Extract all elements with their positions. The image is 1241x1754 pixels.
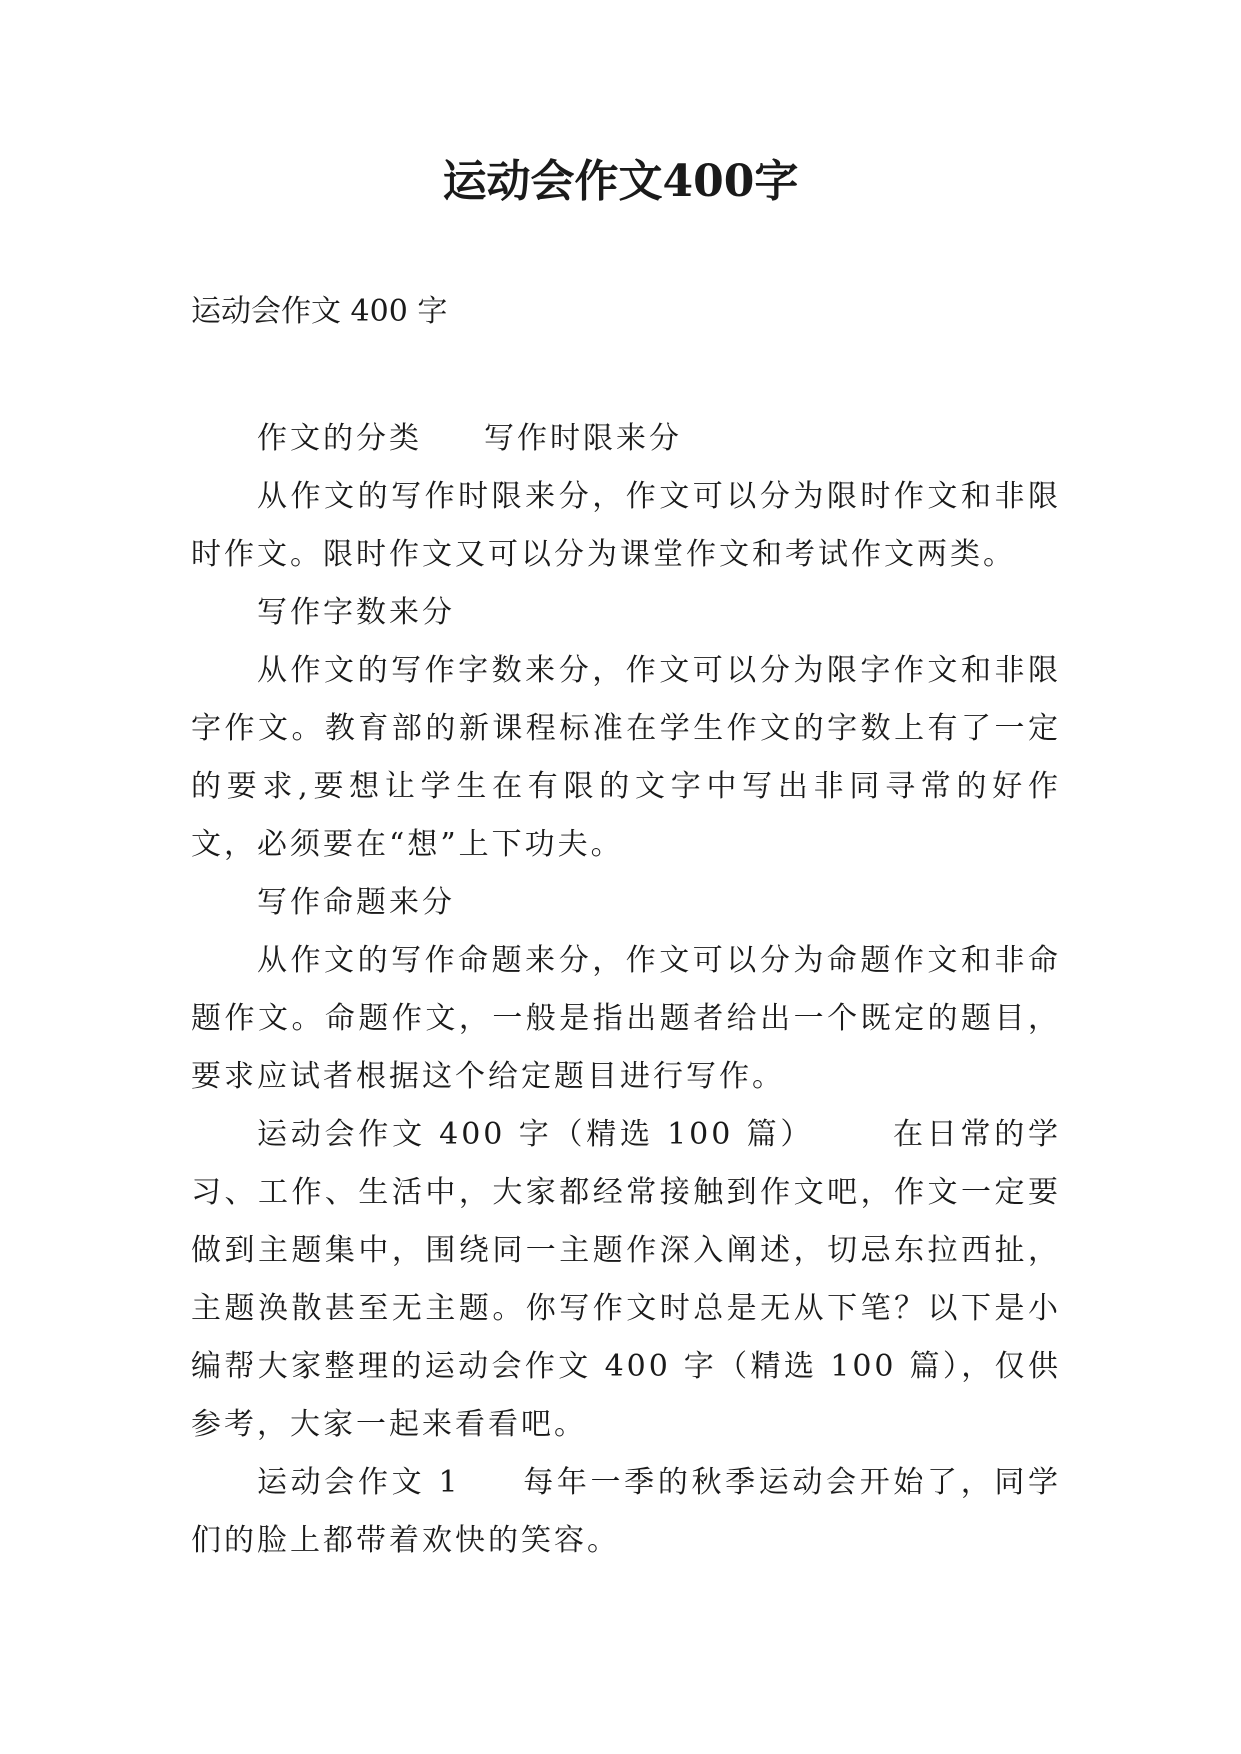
paragraph-essay-1: [191, 1454, 1061, 1570]
paragraph-time-limit: 从作文的写作时限来分，作文可以分为限时作文和非限时作文。限时作文又可以分为课堂作文和考试作文两类。: [191, 479, 1061, 572]
paragraph-topic: 从作文的写作命题来分，作文可以分为命题作文和非命题作文。命题作文，一般是指出题者给出一个既定的题目，要求应试者根据这个给定题目进行写作。: [191, 943, 1061, 1094]
document-title: 运动会作文400字: [442, 156, 799, 207]
paragraph-text: 每年一季的秋季运动会开始了，同学们的脸上都带着欢快的笑容。: [191, 1465, 1062, 1558]
paragraph-lead: 作文的分类: [257, 421, 422, 456]
paragraph-lead: 运动会作文 1: [257, 1465, 461, 1500]
paragraph-lead: 运动会作文 400 字（精选 100 篇）: [257, 1117, 815, 1152]
paragraph-classification: [191, 410, 1061, 468]
paragraph-text: 在日常的学习、工作、生活中，大家都经常接触到作文吧，作文一定要做到主题集中，围绕同一主题作深入阐述，切忌东拉西扯，主题涣散甚至无主题。你写作文时总是无从下笔？以下是小编帮大家整理的运动会作文 400 字（精选 100 篇），仅供参考，大家一起来看看吧。: [191, 1117, 1062, 1442]
paragraph-topic-heading: 写作命题来分: [257, 885, 455, 920]
paragraph-text: 写作时限来分: [484, 421, 682, 456]
document-body: [191, 410, 1061, 1570]
paragraph-intro: [191, 1106, 1061, 1454]
document-subtitle: 运动会作文 400 字: [191, 294, 448, 329]
paragraph-word-count-heading: 写作字数来分: [257, 595, 455, 630]
paragraph-word-count: 从作文的写作字数来分，作文可以分为限字作文和非限字作文。教育部的新课程标准在学生作文的字数上有了一定的要求,要想让学生在有限的文字中写出非同寻常的好作文，必须要在“想”上下功夫。: [191, 653, 1061, 862]
